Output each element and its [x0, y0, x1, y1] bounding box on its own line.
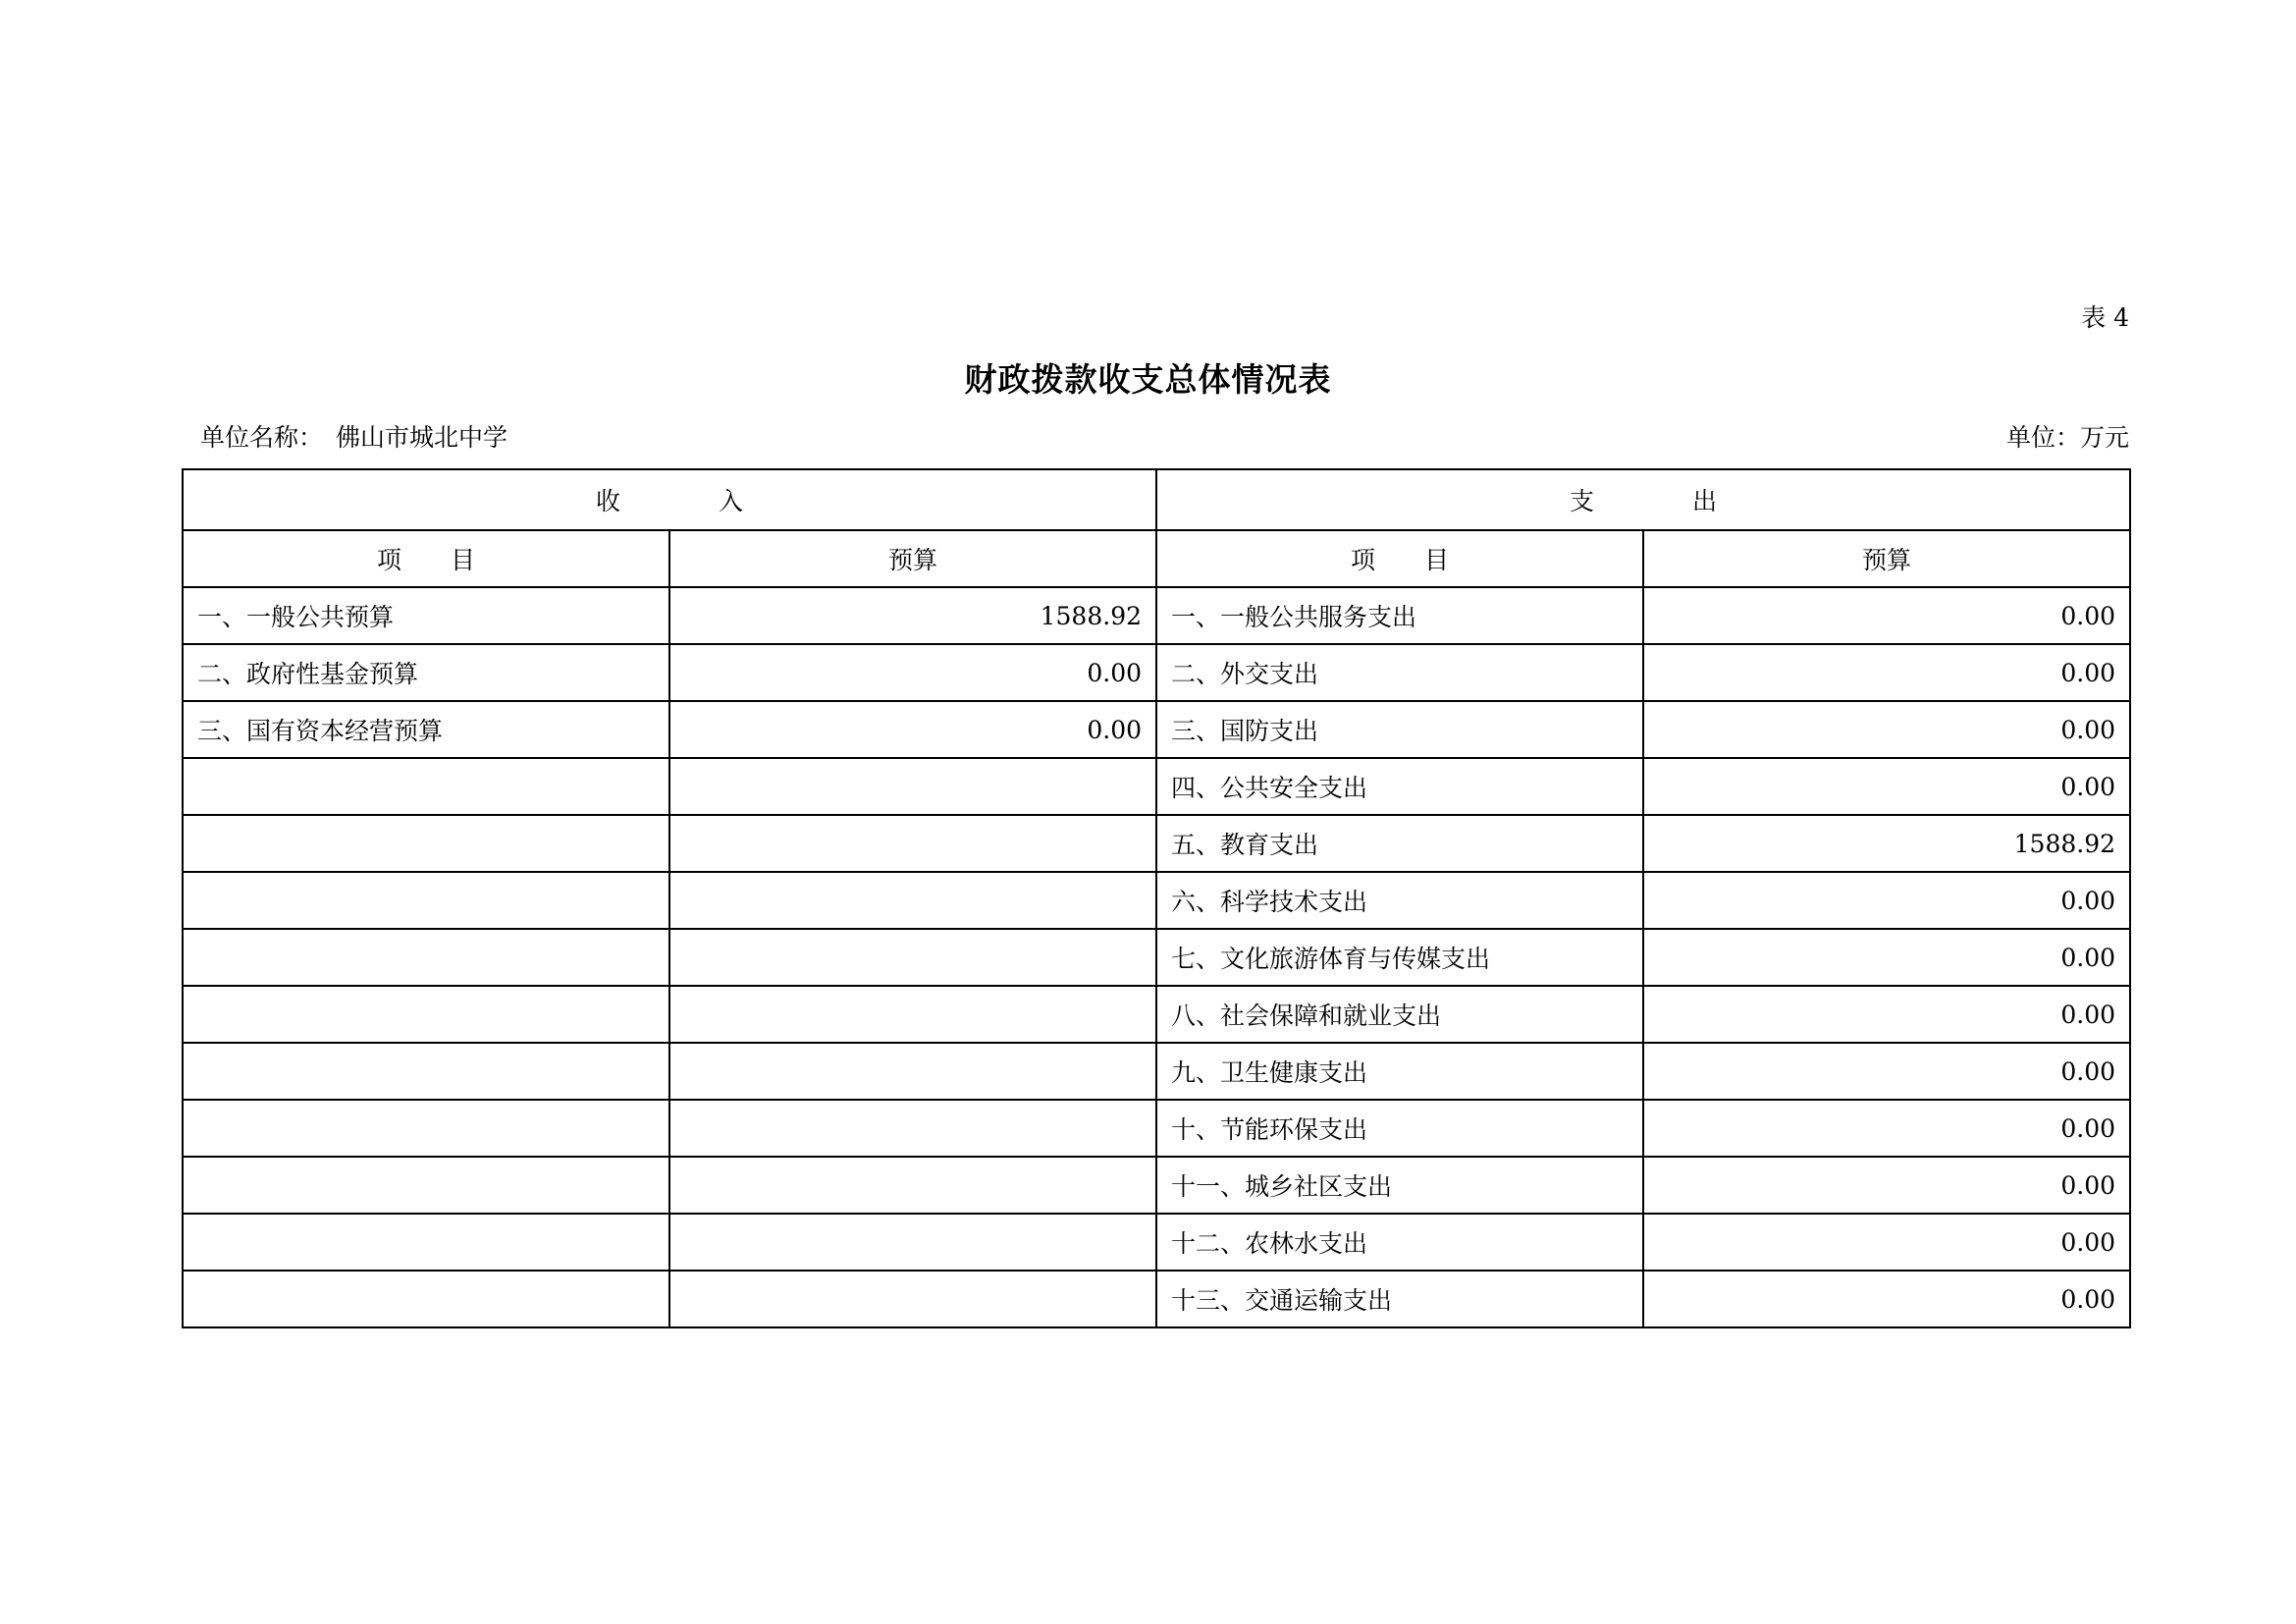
expense-value-cell: 0.00	[1643, 644, 2130, 701]
income-value-cell: 0.00	[669, 701, 1156, 758]
expense-value-cell: 0.00	[1643, 986, 2130, 1043]
income-value-cell: 1588.92	[669, 587, 1156, 644]
income-item-cell	[183, 1271, 669, 1327]
income-value-cell	[669, 986, 1156, 1043]
expense-item-cell: 四、公共安全支出	[1156, 758, 1643, 815]
income-item-cell: 二、政府性基金预算	[183, 644, 669, 701]
expense-item-cell: 一、一般公共服务支出	[1156, 587, 1643, 644]
income-header: 收 入	[183, 469, 1156, 530]
income-value-cell	[669, 1100, 1156, 1157]
expense-value-cell: 0.00	[1643, 872, 2130, 929]
table-row	[183, 986, 2130, 1043]
income-budget-header: 预算	[669, 530, 1156, 587]
income-item-cell	[183, 815, 669, 872]
expense-value-cell: 1588.92	[1643, 815, 2130, 872]
income-item-cell: 一、一般公共预算	[183, 587, 669, 644]
table-row	[183, 587, 2130, 644]
income-item-cell: 三、国有资本经营预算	[183, 701, 669, 758]
expense-value-cell: 0.00	[1643, 1157, 2130, 1214]
table-row	[183, 872, 2130, 929]
income-item-header: 项 目	[183, 530, 669, 587]
page-title: 财政拨款收支总体情况表	[964, 360, 1332, 399]
table-row	[183, 1100, 2130, 1157]
expense-item-cell: 五、教育支出	[1156, 815, 1643, 872]
table-row	[183, 929, 2130, 986]
expense-item-cell: 二、外交支出	[1156, 644, 1643, 701]
expense-item-cell: 九、卫生健康支出	[1156, 1043, 1643, 1100]
income-item-cell	[183, 758, 669, 815]
expense-item-cell: 十三、交通运输支出	[1156, 1271, 1643, 1327]
income-value-cell	[669, 1271, 1156, 1327]
table-row	[183, 815, 2130, 872]
expense-value-cell: 0.00	[1643, 1214, 2130, 1271]
expense-item-cell: 八、社会保障和就业支出	[1156, 986, 1643, 1043]
unit-name-label: 单位名称：	[200, 423, 324, 452]
expense-item-cell: 七、文化旅游体育与传媒支出	[1156, 929, 1643, 986]
income-value-cell: 0.00	[669, 644, 1156, 701]
income-value-cell	[669, 1214, 1156, 1271]
table-row	[183, 644, 2130, 701]
income-item-cell	[183, 872, 669, 929]
expense-value-cell: 0.00	[1643, 929, 2130, 986]
income-value-cell	[669, 1157, 1156, 1214]
income-item-cell	[183, 1157, 669, 1214]
income-value-cell	[669, 815, 1156, 872]
table-row	[183, 1043, 2130, 1100]
income-value-cell	[669, 758, 1156, 815]
expense-value-cell: 0.00	[1643, 1271, 2130, 1327]
expense-item-cell: 六、科学技术支出	[1156, 872, 1643, 929]
expense-item-cell: 十、节能环保支出	[1156, 1100, 1643, 1157]
expense-value-cell: 0.00	[1643, 758, 2130, 815]
unit-name-value: 佛山市城北中学	[336, 423, 508, 452]
table-number: 表 4	[2081, 303, 2129, 332]
table-row	[183, 1214, 2130, 1271]
table-row	[183, 1271, 2130, 1327]
budget-table	[182, 468, 2131, 1328]
expense-budget-header: 预算	[1643, 530, 2130, 587]
expense-value-cell: 0.00	[1643, 1043, 2130, 1100]
expense-item-cell: 十二、农林水支出	[1156, 1214, 1643, 1271]
table-row	[183, 701, 2130, 758]
expense-item-header: 项 目	[1156, 530, 1643, 587]
table-row	[183, 1157, 2130, 1214]
income-item-cell	[183, 1043, 669, 1100]
table-column-header-row	[183, 530, 2130, 587]
income-value-cell	[669, 872, 1156, 929]
expense-value-cell: 0.00	[1643, 1100, 2130, 1157]
table-row	[183, 758, 2130, 815]
expense-value-cell: 0.00	[1643, 701, 2130, 758]
expense-header: 支 出	[1156, 469, 2130, 530]
expense-item-cell: 十一、城乡社区支出	[1156, 1157, 1643, 1214]
unit-currency: 单位：万元	[2005, 423, 2129, 452]
expense-item-cell: 三、国防支出	[1156, 701, 1643, 758]
table-group-header-row	[183, 469, 2130, 530]
income-value-cell	[669, 929, 1156, 986]
income-value-cell	[669, 1043, 1156, 1100]
income-item-cell	[183, 929, 669, 986]
income-item-cell	[183, 1214, 669, 1271]
income-item-cell	[183, 986, 669, 1043]
income-item-cell	[183, 1100, 669, 1157]
expense-value-cell: 0.00	[1643, 587, 2130, 644]
